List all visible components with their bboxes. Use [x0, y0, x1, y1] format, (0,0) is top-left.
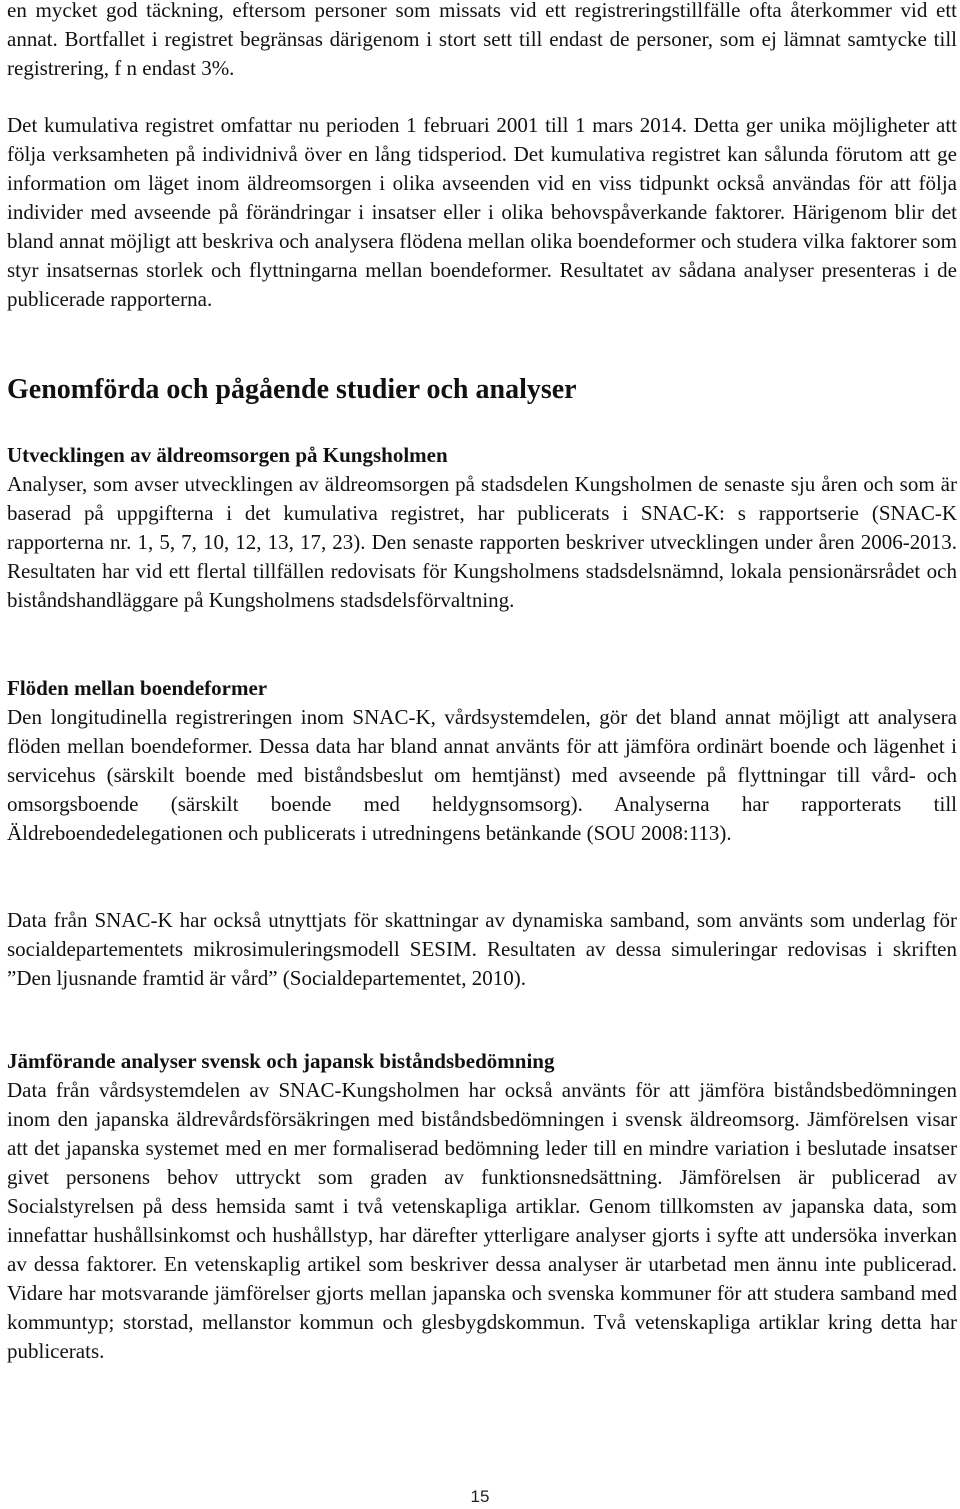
section-heading: Flöden mellan boendeformer	[7, 676, 268, 700]
page-number: 15	[470, 1487, 490, 1506]
simulation-paragraph: Data från SNAC-K har också utnyttjats för skattningar av dynamiska samband, som använts som underlag för socialdepartementets mikrosimuleringsmodell SESIM. Resultaten av dessa simuleringar redovisas i skriften ”Den ljusnande framtid är vård” (Socialdepartementet, 2010).	[7, 908, 957, 990]
section-body: Analyser, som avser utvecklingen av äldreomsorgen på stadsdelen Kungsholmen de senaste sju åren och som är baserad på uppgifterna i det kumulativa registret, har publicerats i SNAC-K: s rapportserie (SNAC-K rapporterna nr. 1, 5, 7, 10, 12, 13, 17, 23). Den senaste rapporten beskriver utvecklingen under åren 2006-2013. Resultaten har vid ett flertal tillfällen redovisats för Kungsholmens stadsdelsnämnd, lokala pensionärsrådet och biståndshandläggare på Kungsholmens stadsdelsförvaltning.	[7, 472, 957, 612]
section-kungsholmen	[7, 441, 957, 615]
section-floden	[7, 674, 957, 848]
register-paragraph: Det kumulativa registret omfattar nu perioden 1 februari 2001 till 1 mars 2014. Detta ger unika möjligheter att följa verksamheten på individnivå över en lång tidsperiod. Det kumulativa registret kan sålunda förutom att ge information om läget inom äldreomsorgen i olika avseenden vid en viss tidpunkt också användas för att följa individer med avseende på förändringar i insatser eller i olika behovspåverkande faktorer. Härigenom blir det bland annat möjligt att beskriva och analysera flödena mellan olika boendeformer och studera vilka faktorer som styr insatsernas storlek och flyttningarna mellan boendeformer. Resultatet av sådana analyser presenteras i de publicerade rapporterna.	[7, 113, 957, 311]
intro-paragraph: en mycket god täckning, eftersom personer som missats vid ett registreringstillfälle ofta återkommer vid ett annat. Bortfallet i registret begränsas därigenom i stort sett till endast de personer, som ej lämnat samtycke till registrering, f n endast 3%.	[7, 0, 957, 80]
section-body: Data från vårdsystemdelen av SNAC-Kungsholmen har också använts för att jämföra biståndsbedömningen inom den japanska äldrevårdsförsäkringen med biståndsbedömningen i svensk äldreomsorg. Jämförelsen visar att det japanska systemet med en mer formaliserad bedömning leder till en mindre variation i beslutade insatser givet personens behov uttryckt som graden av funktionsnedsättning. Jämförelsen är publicerad av Socialstyrelsen på dess hemsida samt i två vetenskapliga artiklar. Genom tillkomsten av japanska data, som innefattar hushållsinkomst och hushållstyp, har därefter ytterligare analyser gjorts i syfte att undersöka inverkan av dessa faktorer. En vetenskaplig artikel som beskriver dessa analyser är utarbetad men ännu inte publicerad. Vidare har motsvarande jämförelser gjorts mellan japanska och svenska kommuner för att studera samband med kommuntyp; storstad, mellanstor kommun och glesbygdskommun. Två vetenskapliga artiklar kring detta har publicerats.	[7, 1078, 957, 1363]
section-japansk	[7, 1047, 957, 1366]
section-body: Den longitudinella registreringen inom SNAC-K, vårdsystemdelen, gör det bland annat möjligt att analysera flöden mellan boendeformer. Dessa data har bland annat använts för att jämföra ordinärt boende och lägenhet i servicehus (särskilt boende med biståndsbeslut om hemtjänst) med avseende på flyttningar till vård- och omsorgsboende (särskilt boende med heldygnsomsorg). Analyserna har rapporterats till Äldreboendedelegationen och publicerats i utredningens betänkande (SOU 2008:113).	[7, 705, 957, 845]
section-heading: Utvecklingen av äldreomsorgen på Kungsholmen	[7, 443, 448, 467]
section-heading: Jämförande analyser svensk och japansk biståndsbedömning	[7, 1049, 555, 1073]
main-heading: Genomförda och pågående studier och analyser	[7, 374, 577, 405]
